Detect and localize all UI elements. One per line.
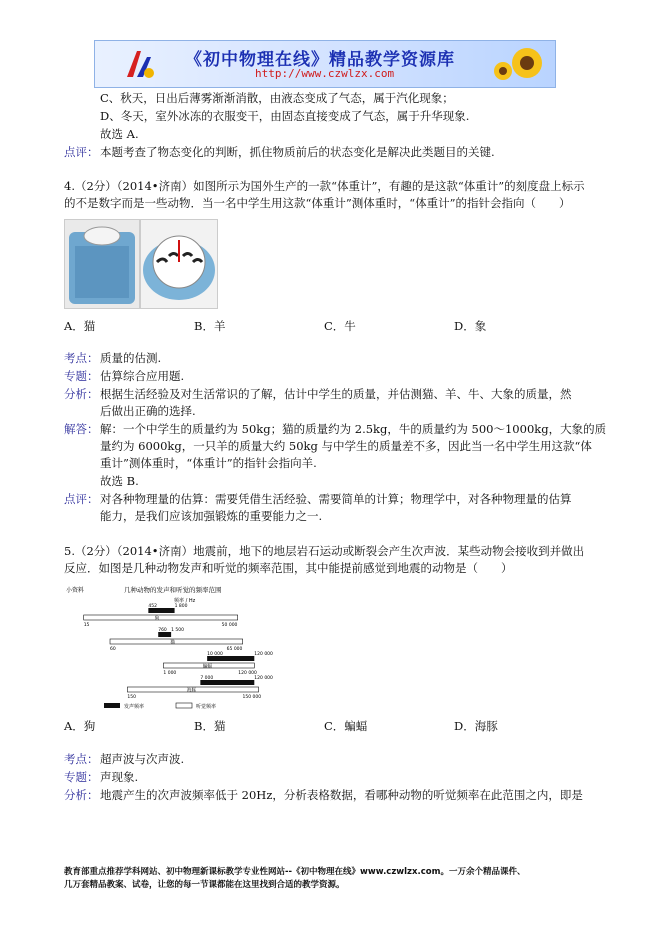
q3-comment: 本题考查了物态变化的判断，抓住物质前后的状态变化是解决此类题目的关键. — [100, 145, 495, 159]
series-3-label-1: 120 000 — [254, 676, 273, 681]
chart-unit: 频率 / Hz — [174, 598, 196, 604]
q5-stem-line2: 反应．如图是几种动物发声和听觉的频率范围，其中能提前感觉到地震的动物是（ ） — [64, 561, 513, 575]
frequency-chart — [64, 582, 274, 712]
q5-zhuanti-label: 专题： — [64, 770, 99, 784]
q4-fenxi-label: 分析： — [64, 387, 99, 401]
q3-option-d-analysis: D、冬天，室外冰冻的衣服变干，由固态直接变成了气态，属于升华现象. — [100, 109, 470, 123]
chart-title: 几种动物的发声和听觉的频率范围 — [124, 586, 222, 594]
legend-emit-label: 发声频率 — [124, 704, 145, 710]
q3-answer: 故选 A. — [100, 127, 139, 141]
q4-comment-line2: 能力，是我们应该加强锻炼的重要能力之一. — [100, 509, 323, 523]
series-3-label-0: 7 000 — [200, 676, 214, 681]
q4-option-c[interactable]: C．牛 — [324, 319, 356, 333]
series-2-label-3: 120 000 — [238, 671, 257, 676]
chart-tag: 小资料 — [66, 587, 85, 594]
series-1-label-3: 65 000 — [226, 647, 243, 652]
scale-dial-photo — [140, 219, 218, 309]
series-0-name: 狗 — [154, 616, 160, 622]
series-2-label-2: 1 000 — [163, 671, 177, 676]
series-1-name: 猫 — [170, 640, 175, 646]
q4-stem-line1: 4.（2分）（2014•济南）如图所示为国外生产的一款“体重计”，有趣的是这款“体重计”的刻度盘上标示 — [64, 179, 585, 193]
series-1-label-1: 1 500 — [171, 628, 185, 633]
q5-stem-line1: 5.（2分）（2014•济南）地震前，地下的地层岩石运动或断裂会产生次声波．某些动物会接收到并做出 — [64, 544, 585, 558]
scale-dial-icon — [141, 220, 217, 308]
legend-hear-label: 听觉频率 — [196, 704, 217, 710]
q4-answer: 故选 B. — [100, 474, 139, 488]
q5-fenxi-line1: 地震产生的次声波频率低于 20Hz，分析表格数据，看哪种动物的听觉频率在此范围之内，即是 — [100, 788, 583, 802]
footer-line1: 教育部重点推荐学科网站、初中物理新课标教学专业性网站--《初中物理在线》www.czwlzx.com。一万余个精品课件、 — [64, 867, 526, 877]
series-2-label-1: 120 000 — [254, 652, 273, 657]
q4-stem-line2: 的不是数字而是一些动物．当一名中学生用这款“体重计”测体重时，“体重计”的指针会指向（ ） — [64, 196, 571, 210]
q4-jieda-line3: 重计”测体重时，“体重计”的指针会指向羊. — [100, 456, 317, 470]
q5-zhuanti: 声现象. — [100, 770, 139, 784]
series-3-label-2: 150 — [127, 695, 137, 700]
series-1-hear-bar — [110, 639, 243, 644]
frequency-chart-svg — [64, 582, 274, 712]
series-2-label-0: 10 000 — [207, 652, 223, 657]
q4-comment-line1: 对各种物理量的估算：需要凭借生活经验、需要简单的计算；物理学中，对各种物理量的估算 — [100, 492, 572, 506]
q5-option-d[interactable]: D．海豚 — [454, 719, 498, 733]
series-0-label-0: 452 — [148, 604, 157, 609]
series-3-name: 海豚 — [186, 688, 196, 694]
q3-option-c-analysis: C、秋天，日出后薄雾渐渐消散，由液态变成了气态，属于汽化现象； — [100, 91, 454, 105]
q4-jieda-line1: 解：一个中学生的质量约为 50kg；猫的质量约为 2.5kg，牛的质量约为 500～1000kg，大象的质 — [100, 422, 607, 436]
sunflower-icon — [489, 43, 549, 85]
site-banner — [94, 40, 556, 88]
q4-fenxi-line1: 根据生活经验及对生活常识的了解，估计中学生的质量，并估测猫、羊、牛、大象的质量，然 — [100, 387, 572, 401]
q4-comment-label: 点评： — [64, 492, 99, 506]
q3-comment-label: 点评： — [64, 145, 99, 159]
series-0-label-3: 50 000 — [221, 623, 238, 628]
q5-kaodian: 超声波与次声波. — [100, 752, 185, 766]
q4-jieda-label: 解答： — [64, 422, 99, 436]
q4-zhuanti-label: 专题： — [64, 369, 99, 383]
series-0-label-1: 1 800 — [174, 604, 188, 609]
q5-kaodian-label: 考点： — [64, 752, 99, 766]
series-1-label-2: 60 — [110, 647, 116, 652]
q4-option-b[interactable]: B．羊 — [194, 319, 226, 333]
series-0-hear-bar — [84, 615, 238, 620]
q4-zhuanti: 估算综合应用题. — [100, 369, 185, 383]
page-footer — [64, 866, 604, 892]
q5-fenxi-label: 分析： — [64, 788, 99, 802]
legend-emit-swatch — [104, 703, 120, 708]
footer-line2: 几万套精品教案、试卷，让您的每一节课都能在这里找到合适的教学资源。 — [64, 880, 345, 890]
q4-fenxi-line2: 后做出正确的选择. — [100, 404, 196, 418]
scale-photo — [64, 219, 140, 309]
bathroom-scale-icon — [65, 220, 139, 308]
series-2-name: 蝙蝠 — [202, 664, 212, 670]
q4-jieda-line2: 量约为 6000kg，一只羊的质量大约 50kg 与中学生的质量差不多，因此当一名中学生用这款“体 — [100, 439, 592, 453]
q4-kaodian-label: 考点： — [64, 351, 99, 365]
banner-title: 《初中物理在线》精品教学资源库 — [185, 50, 455, 70]
series-0-label-2: 15 — [83, 623, 90, 628]
q4-kaodian: 质量的估测. — [100, 351, 162, 365]
q5-option-b[interactable]: B．猫 — [194, 719, 226, 733]
series-3-label-3: 150 000 — [242, 695, 262, 700]
site-logo-icon — [123, 47, 157, 81]
q4-option-a[interactable]: A．猫 — [64, 319, 96, 333]
q5-option-a[interactable]: A．狗 — [64, 719, 96, 733]
q4-option-d[interactable]: D．象 — [454, 319, 487, 333]
series-1-label-0: 760 — [158, 628, 167, 633]
legend-hear-swatch — [176, 703, 192, 708]
banner-url[interactable]: http://www.czwlzx.com — [255, 67, 395, 80]
q5-option-c[interactable]: C．蝙蝠 — [324, 719, 368, 733]
